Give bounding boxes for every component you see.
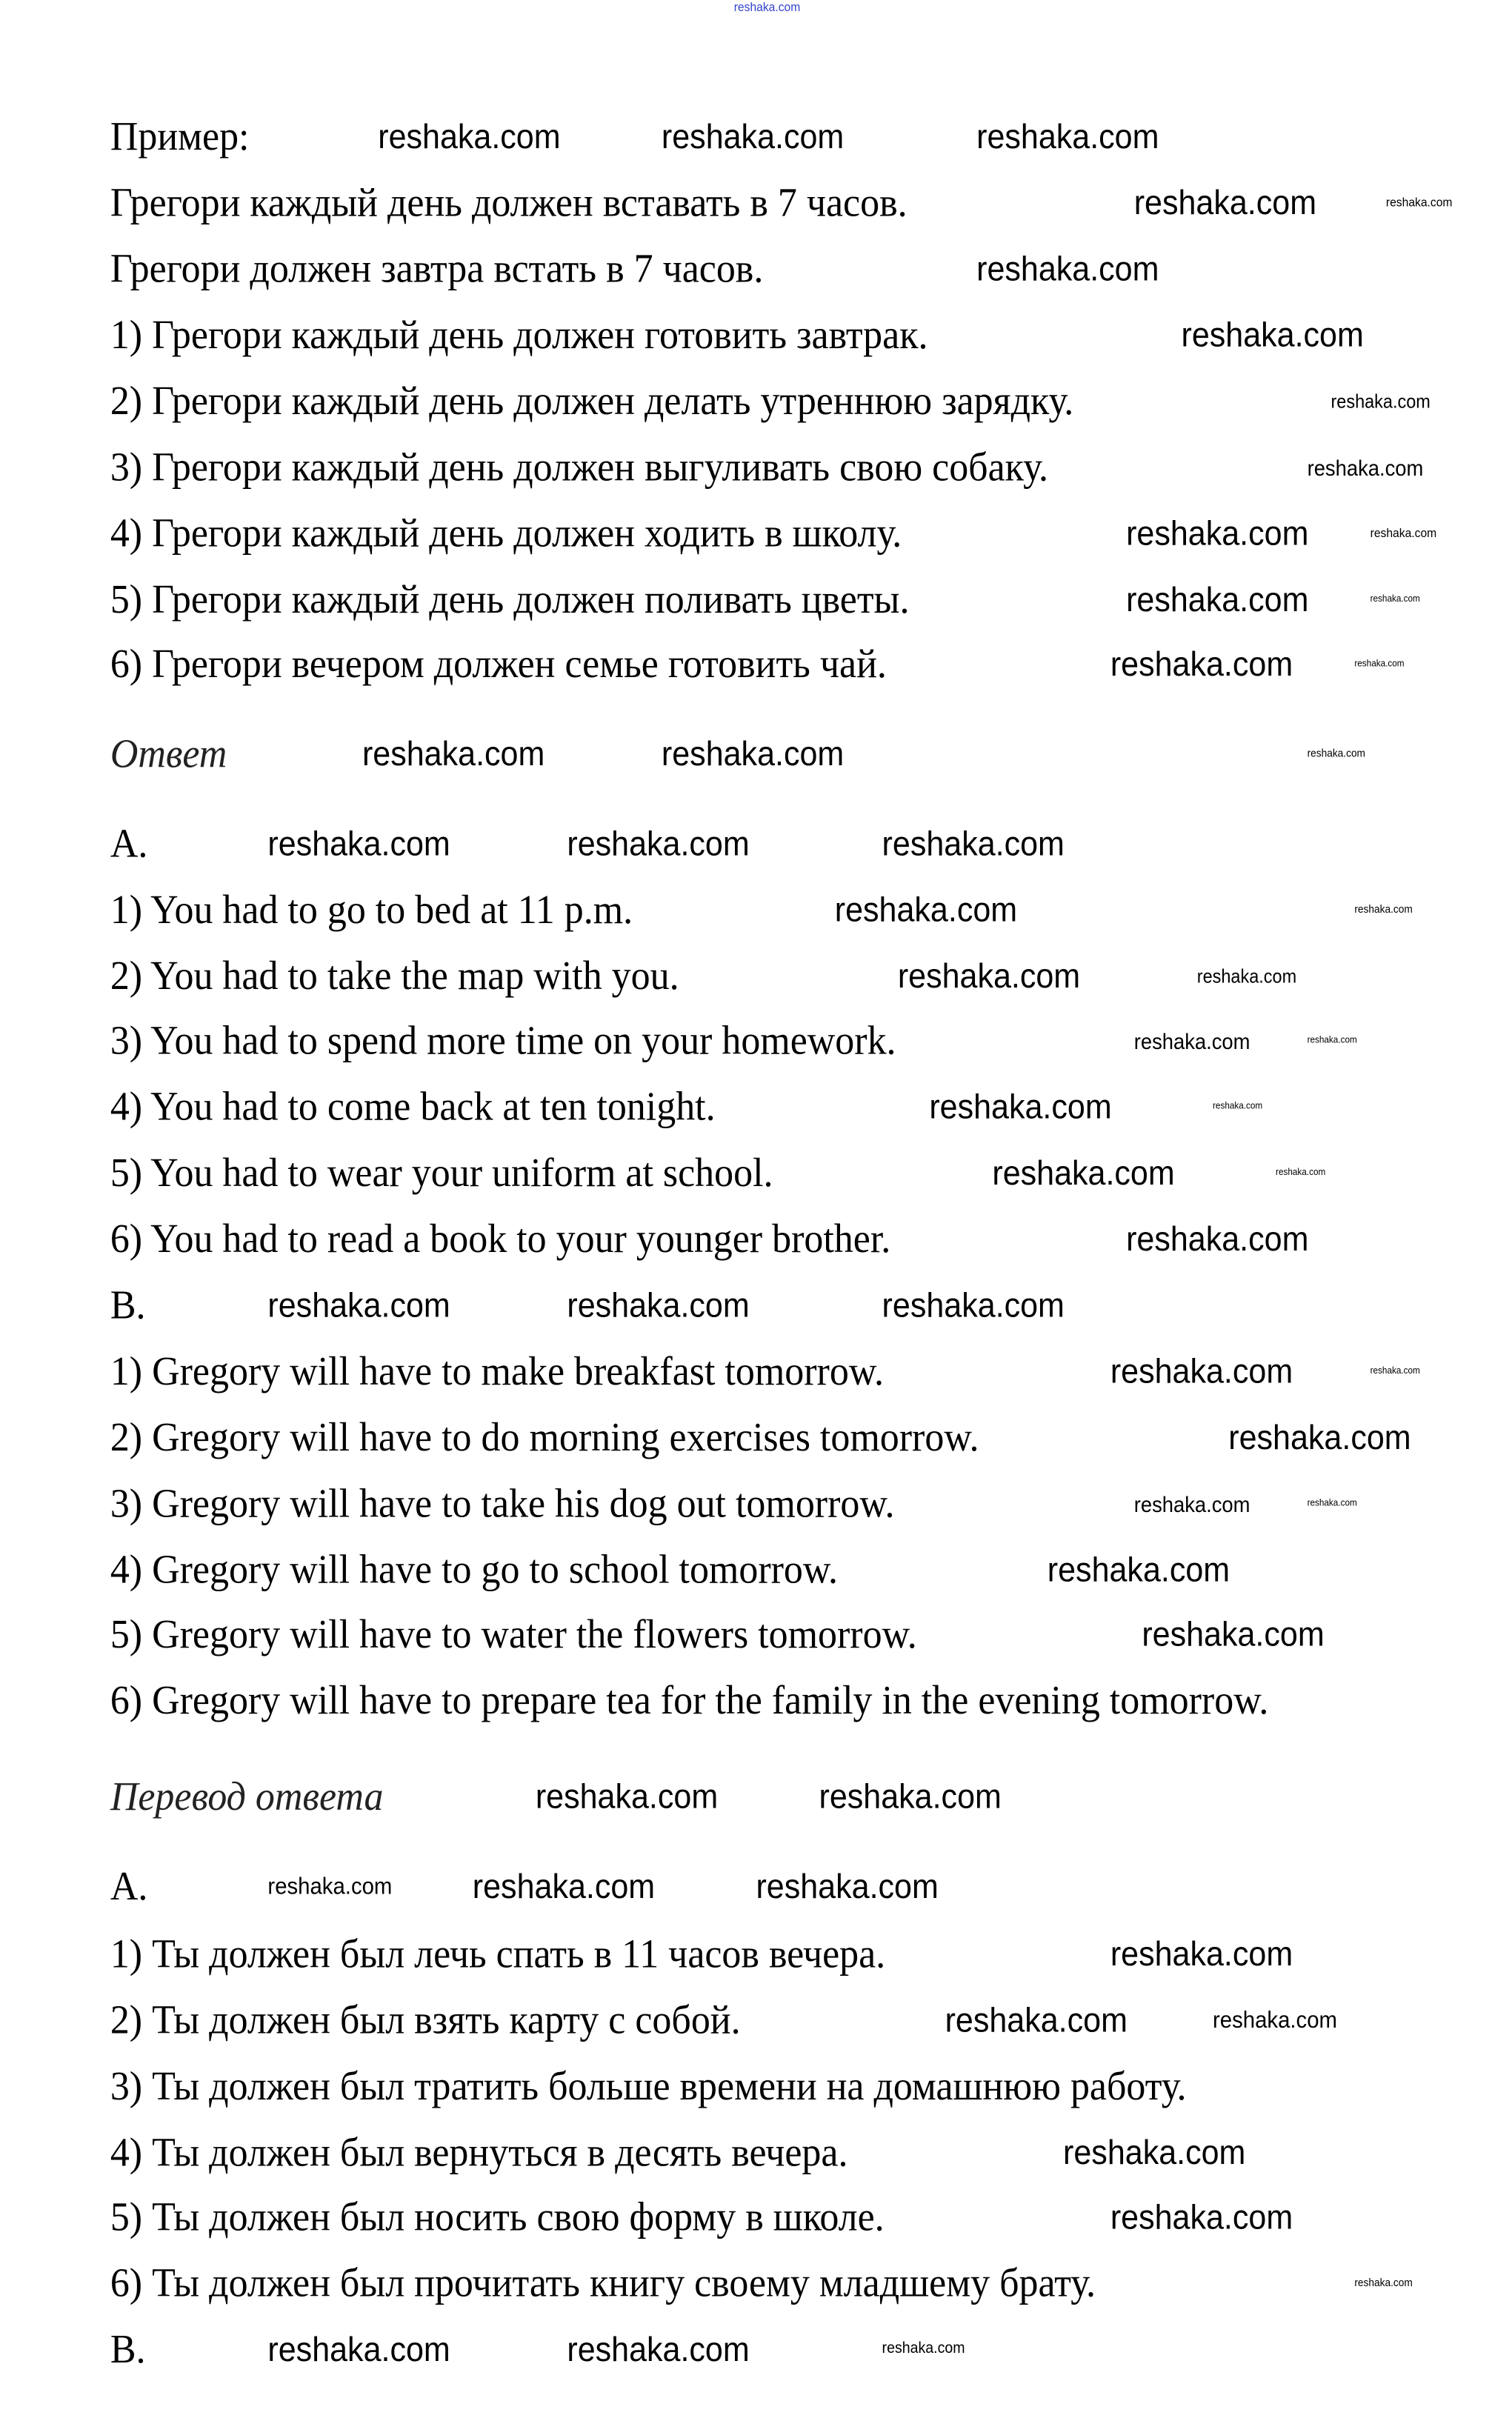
watermark: reshaka.com: [1331, 390, 1431, 413]
watermark: reshaka.com: [1181, 315, 1364, 355]
watermark: reshaka.com: [992, 1153, 1175, 1193]
watermark: reshaka.com: [362, 733, 545, 773]
translation-item: 6) Ты должен был прочитать книгу своему младшему брату.: [110, 2260, 1096, 2306]
watermark: reshaka.com: [267, 1285, 450, 1325]
watermark: reshaka.com: [535, 1776, 719, 1816]
watermark: reshaka.com: [1370, 1367, 1420, 1377]
watermark: reshaka.com: [1354, 2278, 1413, 2290]
translation-item: 1) Ты должен был лечь спать в 11 часов вечера.: [110, 1931, 886, 1977]
translation-heading: Перевод ответа: [110, 1773, 384, 1819]
watermark: reshaka.com: [661, 733, 845, 773]
watermark: reshaka.com: [1385, 195, 1453, 210]
answer-item: 6) Gregory will have to prepare tea for the family in the evening tomorrow.: [110, 1677, 1269, 1723]
example-label: Пример:: [110, 113, 250, 159]
answer-heading: Ответ: [110, 730, 227, 777]
translation-item: 2) Ты должен был взять карту с собой.: [110, 1997, 741, 2043]
watermark: reshaka.com: [1354, 905, 1413, 916]
answer-a-label: A.: [110, 820, 148, 867]
watermark: reshaka.com: [1354, 659, 1405, 670]
watermark: reshaka.com: [1126, 1219, 1309, 1259]
watermark: reshaka.com: [1110, 1351, 1293, 1391]
answer-item: 3) You had to spend more time on your homework.: [110, 1017, 896, 1064]
example-sentence: Грегори каждый день должен вставать в 7 часов.: [110, 179, 907, 226]
watermark: reshaka.com: [897, 956, 1081, 996]
watermark: reshaka.com: [733, 0, 801, 15]
translation-item: 5) Ты должен был носить свою форму в школе.: [110, 2194, 885, 2240]
answer-item: 4) You had to come back at ten tonight.: [110, 1083, 716, 1130]
watermark: reshaka.com: [976, 248, 1159, 289]
watermark: reshaka.com: [1196, 965, 1297, 988]
watermark: reshaka.com: [267, 2329, 450, 2369]
answer-item: 2) Gregory will have to do morning exercises tomorrow.: [110, 1414, 979, 1460]
watermark: reshaka.com: [267, 1873, 393, 1901]
watermark: reshaka.com: [567, 2329, 750, 2369]
answer-item: 5) You had to wear your uniform at school.: [110, 1149, 773, 1196]
watermark: reshaka.com: [819, 1776, 1002, 1816]
watermark: reshaka.com: [1142, 1614, 1325, 1654]
answer-item: 5) Gregory will have to water the flowers tomorrow.: [110, 1611, 917, 1657]
watermark: reshaka.com: [267, 823, 450, 864]
watermark: reshaka.com: [882, 1285, 1065, 1325]
watermark: reshaka.com: [1307, 748, 1365, 760]
answer-item: 2) You had to take the map with you.: [110, 953, 679, 999]
watermark: reshaka.com: [1228, 1417, 1411, 1457]
watermark: reshaka.com: [1126, 513, 1309, 553]
watermark: reshaka.com: [661, 116, 845, 156]
translation-item: 3) Ты должен был тратить больше времени на домашнюю работу.: [110, 2063, 1187, 2109]
watermark: reshaka.com: [1307, 455, 1424, 481]
answer-b-label: B.: [110, 1282, 146, 1328]
translation-a-label: A.: [110, 1863, 148, 1909]
watermark: reshaka.com: [1110, 644, 1293, 684]
watermark: reshaka.com: [1213, 2007, 1337, 2034]
watermark: reshaka.com: [1370, 595, 1420, 605]
watermark: reshaka.com: [1370, 526, 1437, 541]
translation-item: 4) Ты должен был вернуться в десять вечера.: [110, 2129, 848, 2176]
translation-b-label: B.: [110, 2326, 146, 2372]
task-item: 3) Грегори каждый день должен выгуливать свою собаку.: [110, 444, 1048, 490]
watermark: reshaka.com: [1126, 579, 1309, 619]
answer-item: 1) You had to go to bed at 11 p.m.: [110, 886, 633, 933]
task-item: 5) Грегори каждый день должен поливать цветы.: [110, 576, 910, 622]
watermark: reshaka.com: [882, 823, 1065, 864]
watermark: reshaka.com: [1276, 1168, 1326, 1179]
watermark: reshaka.com: [929, 1086, 1112, 1127]
watermark: reshaka.com: [945, 2000, 1128, 2040]
answer-item: 4) Gregory will have to go to school tomorrow.: [110, 1546, 839, 1593]
watermark: reshaka.com: [834, 890, 1018, 930]
task-item: 2) Грегори каждый день должен делать утреннюю зарядку.: [110, 378, 1074, 424]
answer-item: 3) Gregory will have to take his dog out tomorrow.: [110, 1480, 895, 1527]
watermark: reshaka.com: [1133, 182, 1317, 222]
watermark: reshaka.com: [1047, 1549, 1230, 1590]
task-item: 6) Грегори вечером должен семье готовить чай.: [110, 641, 887, 687]
watermark: reshaka.com: [756, 1866, 939, 1906]
watermark: reshaka.com: [567, 823, 750, 864]
watermark: reshaka.com: [378, 116, 561, 156]
watermark: reshaka.com: [472, 1866, 656, 1906]
watermark: reshaka.com: [1110, 2197, 1293, 2237]
watermark: reshaka.com: [1307, 1499, 1357, 1509]
task-item: 1) Грегори каждый день должен готовить завтрак.: [110, 311, 928, 358]
watermark: reshaka.com: [1133, 1028, 1250, 1054]
watermark: reshaka.com: [976, 116, 1159, 156]
watermark: reshaka.com: [1133, 1491, 1250, 1517]
example-transformed: Грегори должен завтра встать в 7 часов.: [110, 245, 764, 292]
watermark: reshaka.com: [1063, 2132, 1246, 2172]
watermark: reshaka.com: [1110, 1934, 1293, 1974]
answer-item: 6) You had to read a book to your younger brother.: [110, 1216, 891, 1262]
watermark: reshaka.com: [1213, 1102, 1263, 1112]
watermark: reshaka.com: [567, 1285, 750, 1325]
watermark: reshaka.com: [882, 2340, 965, 2358]
answer-item: 1) Gregory will have to make breakfast tomorrow.: [110, 1348, 884, 1394]
watermark: reshaka.com: [1307, 1036, 1357, 1046]
task-item: 4) Грегори каждый день должен ходить в школу.: [110, 510, 902, 556]
